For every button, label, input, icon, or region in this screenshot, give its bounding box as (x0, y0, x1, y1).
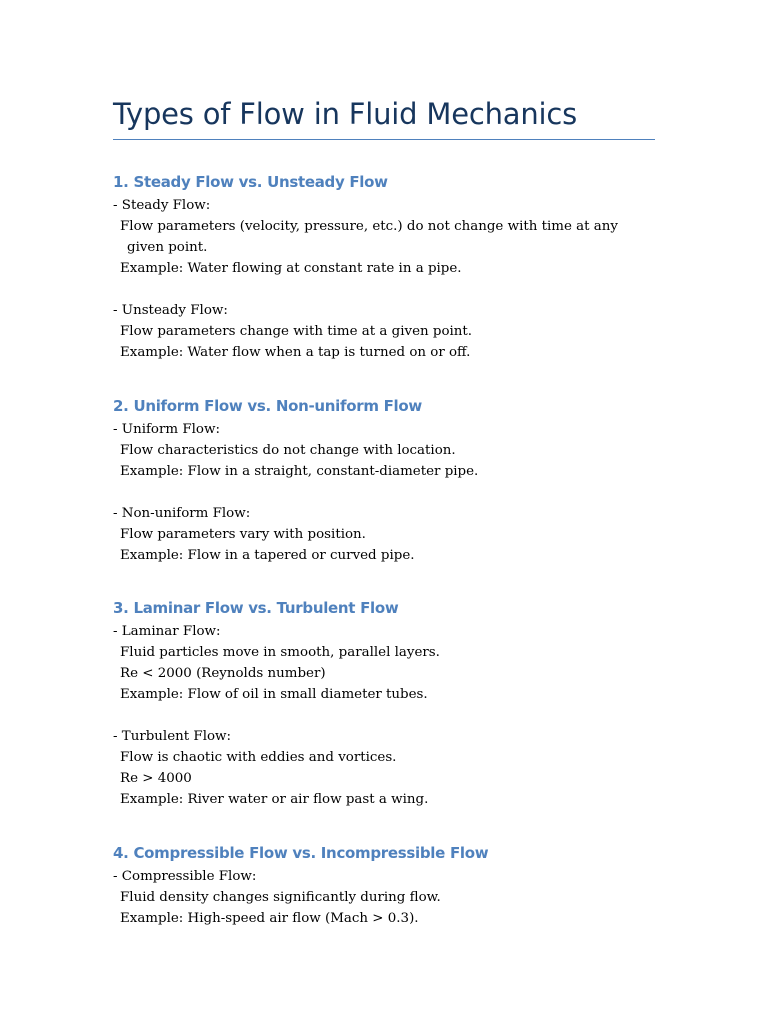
section-compressible-incompressible (113, 843, 655, 929)
entry-label: - Compressible Flow: (113, 869, 257, 884)
entry-label: - Laminar Flow: (113, 624, 221, 639)
section-steady-unsteady (113, 172, 655, 363)
document-title: Types of Flow in Fluid Mechanics (113, 97, 578, 131)
section-laminar-turbulent (113, 598, 655, 810)
entry-description: Flow characteristics do not change with location. (120, 443, 456, 458)
entry-example: Example: Water flowing at constant rate in a pipe. (120, 261, 462, 276)
entry-turbulent-flow (113, 726, 655, 810)
blank-line (113, 279, 655, 300)
title-underline (113, 139, 655, 140)
entry-example: Example: Water flow when a tap is turned on or off. (120, 345, 471, 360)
entry-reynolds: Re > 4000 (120, 771, 192, 786)
entry-laminar-flow (113, 621, 655, 705)
entry-steady-flow (113, 195, 655, 279)
entry-description: Flow is chaotic with eddies and vortices. (120, 750, 397, 765)
entry-example: Example: Flow in a straight, constant-diameter pipe. (120, 464, 479, 479)
section-heading: 1. Steady Flow vs. Unsteady Flow (113, 173, 388, 191)
entry-compressible-flow (113, 866, 655, 929)
entry-unsteady-flow (113, 300, 655, 363)
entry-nonuniform-flow (113, 503, 655, 566)
entry-description: Flow parameters change with time at a given point. (120, 324, 473, 339)
entry-label: - Unsteady Flow: (113, 303, 228, 318)
entry-label: - Non-uniform Flow: (113, 506, 251, 521)
entry-example: Example: River water or air flow past a wing. (120, 792, 429, 807)
blank-line (113, 482, 655, 503)
entry-description: Fluid density changes significantly during flow. (120, 890, 441, 905)
entry-description: Flow parameters vary with position. (120, 527, 366, 542)
section-heading: 2. Uniform Flow vs. Non-uniform Flow (113, 397, 422, 415)
section-heading: 4. Compressible Flow vs. Incompressible Flow (113, 844, 489, 862)
blank-line (113, 705, 655, 726)
entry-label: - Uniform Flow: (113, 422, 220, 437)
entry-example: Example: Flow of oil in small diameter tubes. (120, 687, 428, 702)
entry-description: Fluid particles move in smooth, parallel layers. (120, 645, 440, 660)
entry-reynolds: Re < 2000 (Reynolds number) (120, 666, 326, 681)
entry-label: - Steady Flow: (113, 198, 211, 213)
entry-description: Flow parameters (velocity, pressure, etc.) do not change with time at any given point. (120, 219, 623, 255)
entry-example: Example: High-speed air flow (Mach > 0.3). (120, 911, 419, 926)
entry-example: Example: Flow in a tapered or curved pipe. (120, 548, 415, 563)
section-heading: 3. Laminar Flow vs. Turbulent Flow (113, 599, 399, 617)
entry-uniform-flow (113, 419, 655, 482)
entry-label: - Turbulent Flow: (113, 729, 232, 744)
section-uniform-nonuniform (113, 396, 655, 566)
